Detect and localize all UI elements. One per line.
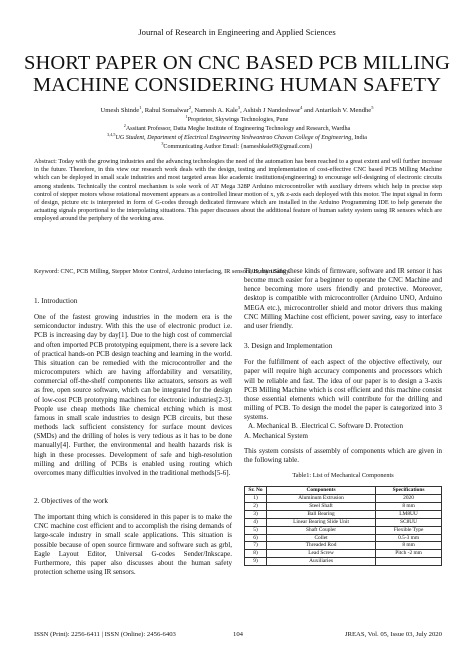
affiliation-text: Proprietor, Skywings Technologies, Pune [187,117,289,123]
table-row [245,534,442,542]
section-heading-design: 3. Design and Implementation [244,341,333,351]
table-cell: Collet [267,534,376,542]
affiliation-3 [10,131,464,142]
author-superscript: 5 [371,104,374,110]
right-column [244,267,442,566]
table-cell [376,558,442,566]
mechanical-components-table [244,486,442,566]
table-cell: 2) [245,502,267,510]
paper-title [16,52,458,96]
footer-volume: JREAS, Vol. 05, Issue 03, July 2020 [344,631,442,638]
table-row [245,542,442,550]
left-column [34,296,232,583]
systems-list: A. Mechanical B. .Electrical C. Software D. Protection [248,422,403,431]
table-cell: 3) [245,510,267,518]
table-cell: 5) [245,526,267,534]
author-name: Rahul Somalwar [144,107,189,114]
table-cell: Ball Bearing [267,510,376,518]
title-line-1: SHORT PAPER ON CNC BASED PCB MILLING [23,52,451,74]
affiliation-2 [10,122,464,133]
table-cell: Threaded Rod [267,542,376,550]
table-cell: LM8UU [376,510,442,518]
affiliation-country: , India [351,135,367,141]
author-name: Namesh A. Kale [194,107,238,114]
affiliation-4 [10,140,464,151]
affiliation-department: Department of Electrical Engineering Yeshwantrao Chavan College of Engineering [147,135,352,141]
mechanical-system-paragraph: This system consists of assembly of components which are given in the following table. [244,446,442,464]
author-name: Antariksh V. Mendhe [314,107,372,114]
introduction-paragraph: One of the fastest growing industries in the modern era is the semiconductor industry. With this the use of electronic product i.e. PCB is increasing day by day[1]. Due to the high cost of commercial and often imported PCB prototyping equipment, there is a severe lack of practical hands-on PCB design teaching and learning in the world. This situation can be remedied with the microcontroller and the microcomputers which are having affordability and versatility, commercial off-the-shelf components like actuators, sensors as well as free, open source software, which can be integrated for the design of low-cost PCB prototyping machines for electronic industries[2-3]. People use cheap methods like chemical etching which is most famous in small scale industries to design PCB circuits, but these methods lack sufficient consistency for surface mount devices (SMDs) and the drilling of holes is very tedious as it has to be done manually[4]. Further, the environmental and health hazards risk is high in these processes. Development of safe and high-resolution milling and drilling of PCBs is enabled using routing which overcomes many difficulties involved in the traditional methods[5-6]. [34,313,232,477]
author-superscript: 4 [300,104,303,110]
author-superscript: 2 [188,104,192,110]
table-cell: Linear Bearing Slide Unit [267,518,376,526]
table-cell: SC8UU [376,518,442,526]
author-name: Ashish J Nandeshwar [243,107,301,114]
affiliation-superscript: 2 [123,122,126,128]
footer-issn: ISSN (Print): 2256-6411 | ISSN (Online): 2456-6403 [34,631,176,638]
footer-page-number: 104 [232,631,244,638]
author-list: Umesh Shinde$^1$, Rahul Somalwar$^2$, Namesh A. Kale$^3$, Ashish J Nandeshwar$^4$ and Antariksh V. Mendhe$^5$ [100,104,374,114]
table-cell: 4) [245,518,267,526]
table-caption: Table1: List of Mechanical Components [292,471,394,479]
table-cell: 1) [245,495,267,503]
table-cell: 8 mm [376,502,442,510]
author-superscript: 1 [139,104,142,110]
keywords: Keyword: CNC, PCB Milling, Stepper Motor Control, Arduino interfacing, IR sensors, Human Safety. [34,268,291,275]
author-name: Umesh Shinde [100,107,140,114]
section-heading-introduction: 1. Introduction [34,296,78,305]
table-row [245,510,442,518]
table-row [245,518,442,526]
table-row [245,502,442,510]
table-header-specifications: Specifications [376,487,442,495]
affiliation-role: UG Student, [115,135,148,141]
table-cell: Flexible Type [376,526,442,534]
table-cell: Aluminum Extrusion [267,495,376,503]
table-cell: Lead Screw [267,550,376,558]
affiliation-superscript: 1 [185,113,188,119]
table-cell: Auxiliaries [267,558,376,566]
table-header-sr-no: Sr. No [245,487,267,495]
table-header-row [245,487,442,495]
table-cell: 7) [245,542,267,550]
table-cell: 0.5-3 mm [376,534,442,542]
table-cell: 8) [245,550,267,558]
table-cell: Shaft Coupler [267,526,376,534]
title-line-2: MACHINE CONSIDERING HUMAN SAFETY [32,74,442,96]
communicating-author-email: Communicating Author Email: {nameshkale09@gmail.com} [163,144,313,150]
table-cell: 6) [245,534,267,542]
affiliation-1 [10,113,464,124]
affiliation-superscript: 3 [161,140,164,146]
table-cell: 8 mm [376,542,442,550]
objectives-continued-paragraph: Thus, by using these kinds of firmware, software and IR sensor it has become much easier for a beginner to operate the CNC Machine and hence becoming more users friendly and protective. Moreover, desktop is compatible with microcontroller (Arduino UNO, Arduino MEGA etc.), microcontroller shield and motor drivers thus making CNC Milling Machine cost efficient, power saving, easy to interface and user friendly. [244,267,442,330]
objectives-paragraph: The important thing which is considered in this paper is to make the CNC machine cost efficient and to accomplish the rising demands of large-scale industry in small scale applications. This situation is possible because of open source firmware and software such as grbl, Eagle Layout Editor, Universal G-codes Sender/Inkscape. Furthermore, this paper also discusses about the human safety protection scheme using IR sensors. [34,513,232,577]
table-row [245,550,442,558]
table-cell: Steel Shaft [267,502,376,510]
table-row [245,526,442,534]
table-cell: 9) [245,558,267,566]
affiliation-superscript: 3,4,5 [107,131,116,137]
table-row [245,495,442,503]
section-heading-objectives: 2. Objectives of the work [34,495,108,505]
design-paragraph: For the fulfillment of each aspect of the objective effectively, our paper will require high accuracy components and processors which will be reliable and fast. The idea of our paper is to design a 3-axis PCB Milling Machine which is cost efficient and this machine consist those essential elements which will contribute for the drilling and milling of PCB. To design the model the paper is categorized into 3 systems. [244,358,442,422]
author-superscript: 3 [237,104,241,110]
table-header-components: Components [267,487,376,495]
mechanical-system-heading: A. Mechanical System [244,431,308,440]
table-row [245,558,442,566]
table-cell: 2020 [376,495,442,503]
abstract: Abstract: Today with the growing industries and the advancing technologies the need of the automation has been reached to a great extent and will further increase in the future. Therefore, in this view our research work deals with the design, testing and implementation of cost-effective CNC based PCB Milling Machine which can be deployed in small scale industries and most targeted areas like academic institutions(engineering) to encourage self-designing of electronic circuits among students. Technically the control mechanism is sole work of AT Mega 328P Arduino microcontroller with auxiliary drivers which help in precise step control of stepper motors whose rotational movement appears as a controlled linear motion of x, y& z-axis each deployed with this motor. The input signal in form of design, picture etc is interpreted in form of G-codes through dedicated firmware which are installed in the Arduino Programming IDE to help generate the actuating signals proportional to the interpolating situations. This paper discusses about the additional feature of human safety system using IR sensors which are employed around the periphery of the working area. [34,158,442,223]
affiliation-text: Assitant Professor, Datta Meghe Institute of Engineering Technology and Research, Wardha [125,126,351,132]
table-cell: Pitch -2 mm [376,550,442,558]
journal-name: Journal of Research in Engineering and Applied Sciences [138,27,336,37]
